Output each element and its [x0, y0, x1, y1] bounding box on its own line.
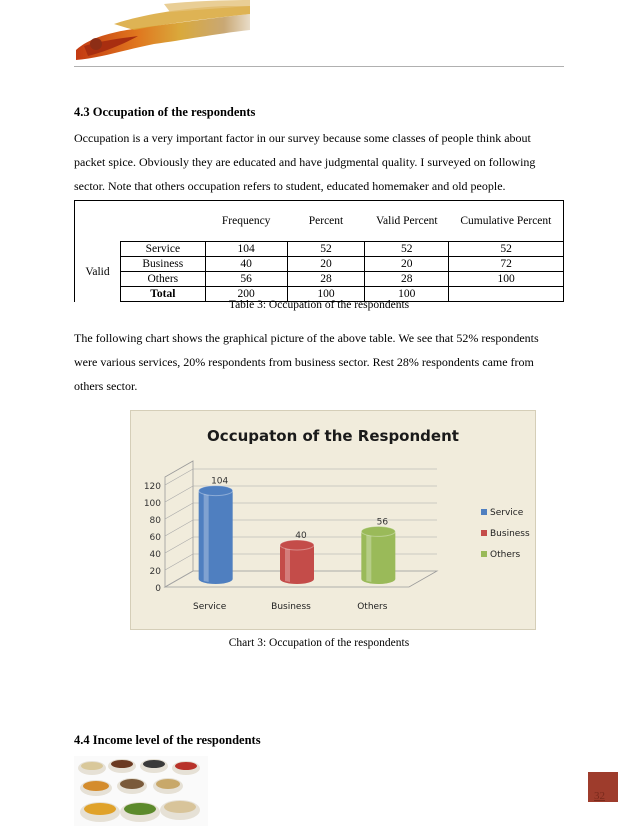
cell-percent: 28	[287, 272, 365, 287]
cell-valid-percent: 28	[365, 272, 449, 287]
column-header: Valid Percent	[365, 201, 449, 242]
occupation-table	[74, 200, 564, 302]
paragraph-line: packet spice. Obviously they are educated and have judgmental quality. I surveyed on following	[74, 155, 536, 169]
cell-cumulative: 100	[449, 272, 564, 287]
header-spice-image	[74, 0, 250, 66]
x-tick-label: Others	[357, 602, 388, 612]
legend-label: Business	[490, 529, 530, 539]
bar-others	[361, 526, 395, 584]
bar-cap	[280, 540, 314, 550]
bar-highlight	[366, 534, 371, 582]
table-caption: Table 3: Occupation of the respondents	[228, 299, 410, 311]
legend-label: Service	[490, 508, 524, 518]
y-tick-label: 0	[155, 584, 161, 594]
x-tick-label: Service	[193, 602, 227, 612]
data-label: 104	[211, 476, 229, 487]
cell-frequency: 200	[205, 287, 287, 302]
legend-swatch	[481, 551, 487, 557]
gridline	[165, 469, 437, 485]
bar-business	[280, 540, 314, 584]
cell-percent: 20	[287, 257, 365, 272]
table-row	[75, 272, 564, 287]
chart-intro-paragraph	[74, 326, 564, 398]
chart-side-wall	[165, 461, 193, 587]
row-label: Others	[120, 272, 205, 287]
cell-valid-percent: 52	[365, 242, 449, 257]
paragraph-line: were various services, 20% respondents from business sector. Rest 28% respondents came from	[74, 355, 534, 369]
paragraph-line: sector. Note that others occupation refers to student, educated homemaker and old people.	[74, 179, 506, 193]
spice-bowls-image	[74, 756, 208, 826]
page-number: 32	[594, 790, 605, 802]
bar-highlight	[204, 494, 209, 582]
cell-cumulative: 52	[449, 242, 564, 257]
paragraph-line: The following chart shows the graphical picture of the above table. We see that 52% respondents	[74, 331, 539, 345]
row-label: Business	[120, 257, 205, 272]
column-header: Percent	[287, 201, 365, 242]
bar-cap	[361, 526, 395, 536]
paragraph-line: Occupation is a very important factor in our survey because some classes of people think about	[74, 131, 531, 145]
header-rule	[74, 66, 564, 67]
column-header: Frequency	[205, 201, 287, 242]
section-heading-income: 4.4 Income level of the respondents	[74, 733, 261, 747]
legend-swatch	[481, 509, 487, 515]
chart-caption: Chart 3: Occupation of the respondents	[228, 637, 410, 649]
bar-cap	[199, 486, 233, 496]
y-tick-label: 20	[149, 567, 161, 577]
table-row	[75, 242, 564, 257]
bar-service	[199, 486, 233, 584]
chart-canvas	[131, 411, 535, 629]
cell-valid-percent: 100	[365, 287, 449, 302]
bar-highlight	[285, 548, 290, 582]
legend-swatch	[481, 530, 487, 536]
cell-percent: 52	[287, 242, 365, 257]
y-tick-label: 100	[143, 499, 161, 509]
paragraph-line: others sector.	[74, 379, 138, 393]
row-label: Service	[120, 242, 205, 257]
row-label: Total	[120, 287, 205, 302]
table-row	[75, 257, 564, 272]
occupation-chart	[130, 410, 536, 630]
occupation-paragraph	[74, 126, 564, 198]
cell-valid-percent: 20	[365, 257, 449, 272]
cell-frequency: 40	[205, 257, 287, 272]
y-tick-label: 80	[149, 516, 161, 526]
chart-title: Occupaton of the Respondent	[207, 427, 459, 445]
cell-frequency: 104	[205, 242, 287, 257]
row-group-label: Valid	[75, 242, 121, 302]
cell-frequency: 56	[205, 272, 287, 287]
y-tick-label: 60	[149, 533, 161, 543]
data-label: 40	[295, 531, 307, 541]
column-header: Cumulative Percent	[449, 201, 564, 242]
y-tick-label: 120	[143, 482, 161, 492]
cell-cumulative: 72	[449, 257, 564, 272]
cell-percent: 100	[287, 287, 365, 302]
data-label: 56	[376, 517, 389, 528]
x-tick-label: Business	[271, 602, 311, 612]
y-tick-label: 40	[149, 550, 161, 560]
legend-label: Others	[490, 550, 521, 560]
table-corner-cell	[75, 201, 206, 242]
section-heading-occupation: 4.3 Occupation of the respondents	[74, 105, 256, 119]
